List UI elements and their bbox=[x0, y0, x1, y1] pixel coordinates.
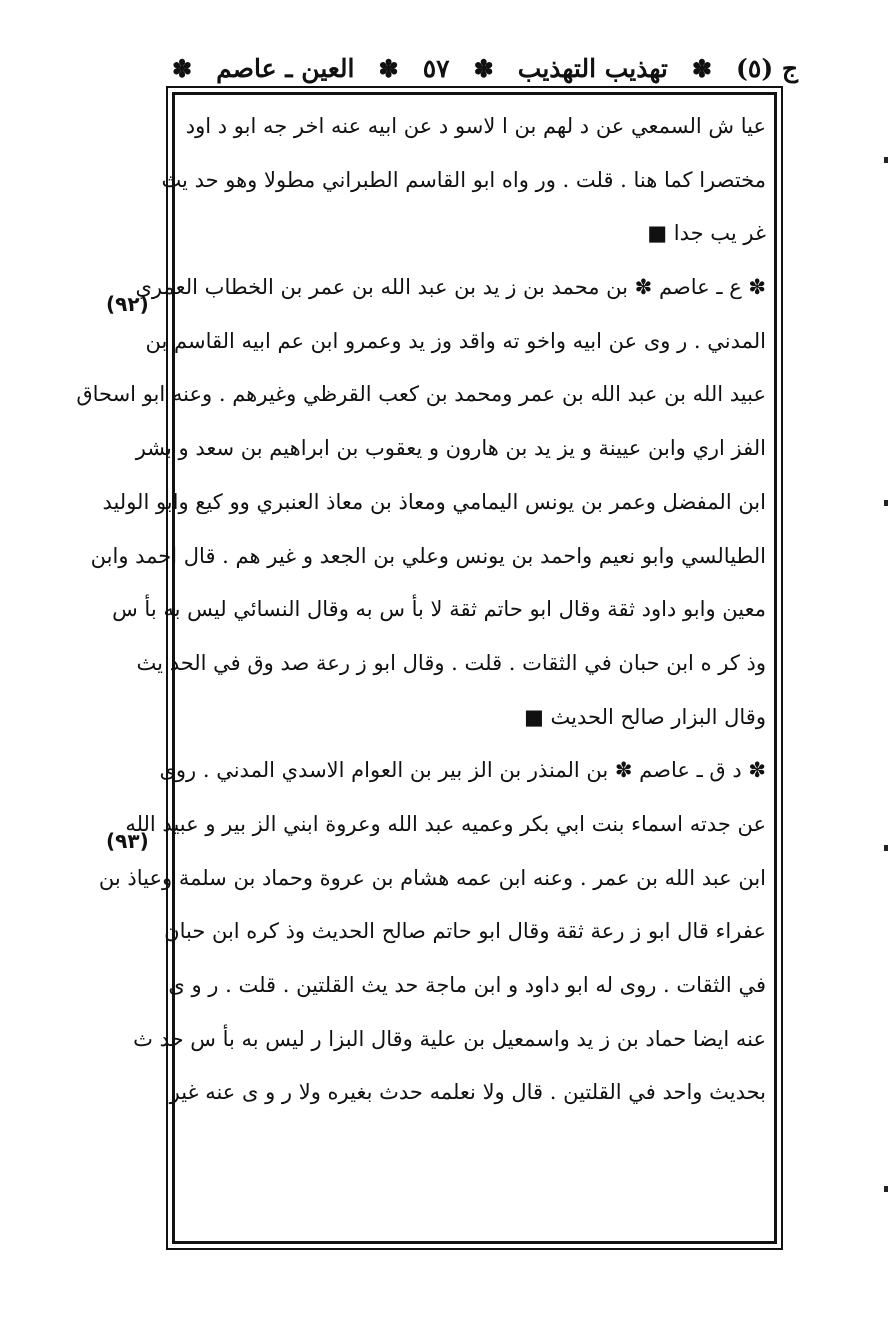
header-ornament-4: ✽ bbox=[172, 53, 193, 83]
text-line: وقال البزار صالح الحديث ■ bbox=[524, 704, 766, 729]
book-title: تهذيب التهذيب bbox=[517, 53, 668, 83]
text-line: عنه ايضا حماد بن ز يد واسمعيل بن علية وقال البزا ر ليس به بأ س حد ث bbox=[133, 1026, 766, 1051]
header-ornament-2: ✽ bbox=[473, 53, 494, 83]
text-line: المدني . ر وى عن ابيه واخو ته واقد وز يد وعمرو ابن عم ابيه القاسم بن bbox=[145, 328, 766, 353]
text-line: الفز اري وابن عيينة و يز يد بن هارون و يعقوب بن ابراهيم بن سعد و بشر bbox=[135, 436, 766, 461]
text-line: في الثقات . روى له ابو داود و ابن ماجة حد يث القلتين . قلت . ر و ى bbox=[168, 973, 766, 997]
text-line: الطيالسي وابو نعيم واحمد بن يونس وعلي بن الجعد و غير هم . قال احمد وابن bbox=[90, 543, 766, 568]
scan-edge-mark bbox=[884, 157, 888, 163]
entry-heading-line: ✽ د ق ـ عاصم ✽ بن المنذر بن الز بير بن العوام الاسدي المدني . روى bbox=[159, 758, 766, 783]
section-title: العين ـ عاصم bbox=[216, 53, 355, 83]
text-line: بحديث واحد في القلتين . قال ولا نعلمه حدث بغيره ولا ر و ى عنه غير bbox=[169, 1080, 766, 1105]
text-line: غر يب جدا ■ bbox=[647, 221, 766, 246]
volume-label: ج (٥) bbox=[736, 53, 798, 83]
text-line: عيا ش السمعي عن د لهم بن ا لاسو د عن ابيه عنه اخر جه ابو د اود bbox=[185, 114, 766, 138]
text-line: عفراء قال ابو ز رعة ثقة وقال ابو حاتم صالح الحديث وذ كره ابن حبان bbox=[164, 919, 766, 944]
header-ornament-3: ✽ bbox=[378, 53, 399, 83]
page-number: ٥٧ bbox=[422, 53, 450, 83]
entry-number-92: (٩٢) bbox=[106, 292, 149, 316]
header-ornament-1: ✽ bbox=[691, 53, 712, 83]
entry-heading-line: ✽ ع ـ عاصم ✽ بن محمد بن ز يد بن عبد الله بن عمر بن الخطاب العمري bbox=[135, 275, 766, 300]
text-line: ابن المفضل وعمر بن يونس اليمامي ومعاذ بن معاذ العنبري وو كيع وابو الوليد bbox=[102, 489, 766, 514]
text-line: ابن عبد الله بن عمر . وعنه ابن عمه هشام بن عروة وحماد بن سلمة وعياذ بن bbox=[98, 865, 766, 890]
scan-edge-mark bbox=[884, 500, 888, 506]
text-line: عن جدته اسماء بنت ابي بكر وعميه عبد الله وعروة ابني الز بير و عبيد الله bbox=[125, 811, 766, 836]
scan-edge-mark bbox=[884, 845, 888, 851]
text-line: معين وابو داود ثقة وقال ابو حاتم ثقة لا بأ س به وقال النسائي ليس به بأ س bbox=[112, 597, 766, 622]
text-line: وذ كر ه ابن حبان في الثقات . قلت . وقال ابو ز رعة صد وق في الحد يث bbox=[136, 650, 766, 675]
text-line: عبيد الله بن عبد الله بن عمر ومحمد بن كعب القرظي وغيرهم . وعنه ابو اسحاق bbox=[76, 382, 766, 407]
text-line: مختصرا كما هنا . قلت . ور واه ابو القاسم الطبراني مطولا وهو حد يث bbox=[161, 167, 766, 192]
entry-number-93: (٩٣) bbox=[106, 829, 149, 853]
scan-edge-mark bbox=[884, 1186, 888, 1192]
page-header bbox=[168, 44, 798, 92]
